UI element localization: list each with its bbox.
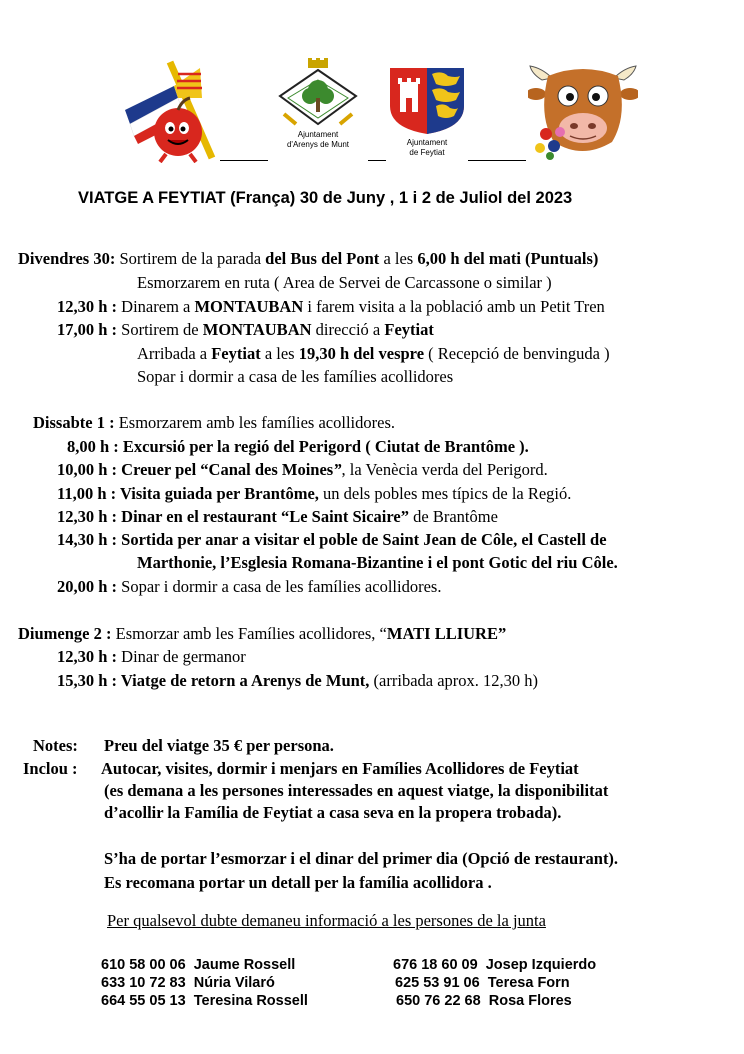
contact-row-6 <box>396 993 572 1009</box>
sunday-line-3 <box>57 671 538 691</box>
saturday-line-5 <box>57 507 498 527</box>
contact-name: Teresina Rossell <box>193 993 308 1009</box>
saturday-l3-text: , la Venècia verda del Perigord. <box>341 460 548 479</box>
saturday-line-8 <box>57 577 441 597</box>
friday-l4-time: 17,00 h : <box>57 320 118 339</box>
friday-line-1 <box>18 249 598 269</box>
arenys-de-munt-logo <box>272 58 364 160</box>
saturday-l3-quote: ” <box>333 460 342 479</box>
sunday-l2-time: 12,30 h : <box>57 647 118 666</box>
sunday-label: Diumenge 2 : <box>18 624 112 643</box>
apple-mascot-logo <box>122 58 217 163</box>
saturday-l5-bold: Dinar en el restaurant “Le Saint Sicaire” <box>117 507 409 526</box>
sunday-l3-time: 15,30 h : <box>57 671 118 690</box>
friday-label: Divendres 30: <box>18 249 116 268</box>
saturday-l2-text: Excursió per la regió del Perigord ( Ciutat de Brantôme ). <box>118 437 529 456</box>
contact-row-1 <box>101 957 295 973</box>
logo2-caption-line1: Ajuntament <box>297 130 339 139</box>
friday-line-3 <box>57 297 605 317</box>
saturday-l6-time: 14,30 h : <box>57 530 118 549</box>
friday-l3-text-a: Dinarem a <box>117 297 195 316</box>
notes-label: Notes: <box>33 736 78 755</box>
saturday-l1-text: Esmorzarem amb les famílies acollidores. <box>114 413 395 432</box>
saturday-l8-time: 20,00 h : <box>57 577 118 596</box>
contact-name: Josep Izquierdo <box>485 957 597 973</box>
sunday-l3-text: (arribada aprox. 12,30 h) <box>369 671 539 690</box>
saturday-l5-text: de Brantôme <box>409 507 498 526</box>
saturday-l4-bold: Visita guiada per Brantôme, <box>116 484 319 503</box>
contact-name: Rosa Flores <box>488 993 572 1009</box>
feytiat-logo <box>388 66 466 162</box>
saturday-label: Dissabte 1 : <box>33 413 115 432</box>
sunday-l2-text: Dinar de germanor <box>117 647 246 666</box>
sunday-line-1 <box>18 624 506 644</box>
friday-l3-bold: MONTAUBAN <box>194 297 304 316</box>
contact-name: Jaume Rossell <box>193 957 296 973</box>
contact-phone: 676 18 60 09 <box>393 957 478 973</box>
sunday-l1-text: Esmorzar amb les Famílies acollidores, “ <box>111 624 387 643</box>
logo2-caption-line2: d'Arenys de Munt <box>286 140 349 149</box>
saturday-line-7: Marthonie, l’Esglesia Romana-Bizantine i el pont Gotic del riu Côle. <box>137 553 618 572</box>
friday-l1-text-a: Sortirem de la parada <box>119 249 266 268</box>
contact-name: Núria Vilaró <box>193 975 275 991</box>
sunday-line-2 <box>57 647 246 667</box>
friday-l4-bold-a: MONTAUBAN <box>202 320 312 339</box>
logo3-caption-line2: de Feytiat <box>409 148 445 157</box>
friday-l5-bold-a: Feytiat <box>211 344 261 363</box>
contact-phone: 633 10 72 83 <box>101 975 186 991</box>
friday-l1-bold-b: 6,00 h del mati (Puntuals) <box>417 249 599 268</box>
saturday-l5-time: 12,30 h : <box>57 507 118 526</box>
friday-l5-text-c: ( Recepció de benvinguda ) <box>424 344 610 363</box>
contact-phone: 625 53 91 06 <box>395 975 480 991</box>
contact-phone: 610 58 00 06 <box>101 957 186 973</box>
saturday-line-4 <box>57 484 571 504</box>
friday-line-5 <box>137 344 610 364</box>
tower-and-lions-coat-of-arms-icon <box>388 66 466 136</box>
friday-l5-text-b: a les <box>260 344 299 363</box>
saturday-l3-time: 10,00 h : <box>57 460 118 479</box>
logo-underline-1 <box>220 160 268 161</box>
friday-l5-bold-b: 19,30 h del vespre <box>298 344 425 363</box>
saturday-line-1 <box>33 413 395 433</box>
saturday-line-6 <box>57 530 607 550</box>
saturday-l4-time: 11,00 h : <box>57 484 117 503</box>
friday-l1-text-b: a les <box>379 249 418 268</box>
notes-includes: Autocar, visites, dormir i menjars en Famílies Acollidores de Feytiat <box>101 759 579 778</box>
sunday-l3-bold: Viatge de retorn a Arenys de Munt, <box>117 671 370 690</box>
friday-l4-text-a: Sortirem de <box>117 320 203 339</box>
notes-line-5: S’ha de portar l’esmorzar i el dinar del primer dia (Opció de restaurant). <box>104 849 619 868</box>
logo3-caption-line1: Ajuntament <box>406 138 448 147</box>
notes-line-6: Es recomana portar un detall per la família acollidora . <box>104 873 492 892</box>
friday-line-2: Esmorzarem en ruta ( Area de Servei de Carcassone o similar ) <box>137 273 552 292</box>
saturday-l4-text: un dels pobles mes típics de la Regió. <box>318 484 572 503</box>
saturday-l2-time: 8,00 h : <box>67 437 119 456</box>
page-title: VIATGE A FEYTIAT (França) 30 de Juny , 1 i 2 de Juliol del 2023 <box>78 189 573 207</box>
friday-l1-bold-a: del Bus del Pont <box>265 249 380 268</box>
logo-underline-2 <box>368 160 386 161</box>
saturday-line-3 <box>57 460 548 480</box>
contact-row-4 <box>395 975 570 991</box>
notes-includes-label: Inclou : <box>23 759 78 778</box>
friday-l3-time: 12,30 h : <box>57 297 118 316</box>
saturday-l6-text: Sortida per anar a visitar el poble de Saint Jean de Côle, el Castell de <box>117 530 607 549</box>
contact-phone: 664 55 05 13 <box>101 993 186 1009</box>
apple-mascot-with-flag-icon <box>122 58 217 163</box>
contact-phone: 650 76 22 68 <box>396 993 481 1009</box>
friday-l3-text-b: i farem visita a la població amb un Petit Tren <box>303 297 605 316</box>
tree-coat-of-arms-icon <box>272 58 364 128</box>
logo-underline-3 <box>468 160 526 161</box>
friday-line-6: Sopar i dormir a casa de les famílies acollidores <box>137 367 454 386</box>
footer-note: Per qualsevol dubte demaneu informació a les persones de la junta <box>107 911 546 930</box>
saturday-line-2 <box>67 437 529 457</box>
contact-row-3 <box>101 975 275 991</box>
friday-l4-text-b: direcció a <box>311 320 385 339</box>
notes-line-4: d’acollir la Família de Feytiat a casa seva en la propera trobada). <box>104 803 562 822</box>
friday-line-4 <box>57 320 434 340</box>
saturday-l3-bold: Creuer pel “Canal des Moines <box>117 460 334 479</box>
contact-row-5 <box>101 993 308 1009</box>
notes-line-3: (es demana a les persones interessades en aquest viatge, la disponibilitat <box>104 781 609 800</box>
contact-name: Teresa Forn <box>487 975 570 991</box>
friday-l4-bold-b: Feytiat <box>384 320 434 339</box>
saturday-l8-text: Sopar i dormir a casa de les famílies acollidores. <box>117 577 442 596</box>
notes-price: Preu del viatge 35 € per persona. <box>104 736 334 755</box>
contact-row-2 <box>393 957 596 973</box>
cow-mascot-logo <box>528 62 638 162</box>
sunday-l1-bold: MATI LLIURE” <box>386 624 507 643</box>
friday-l5-text-a: Arribada a <box>137 344 212 363</box>
cow-mascot-with-flowers-icon <box>528 62 638 162</box>
